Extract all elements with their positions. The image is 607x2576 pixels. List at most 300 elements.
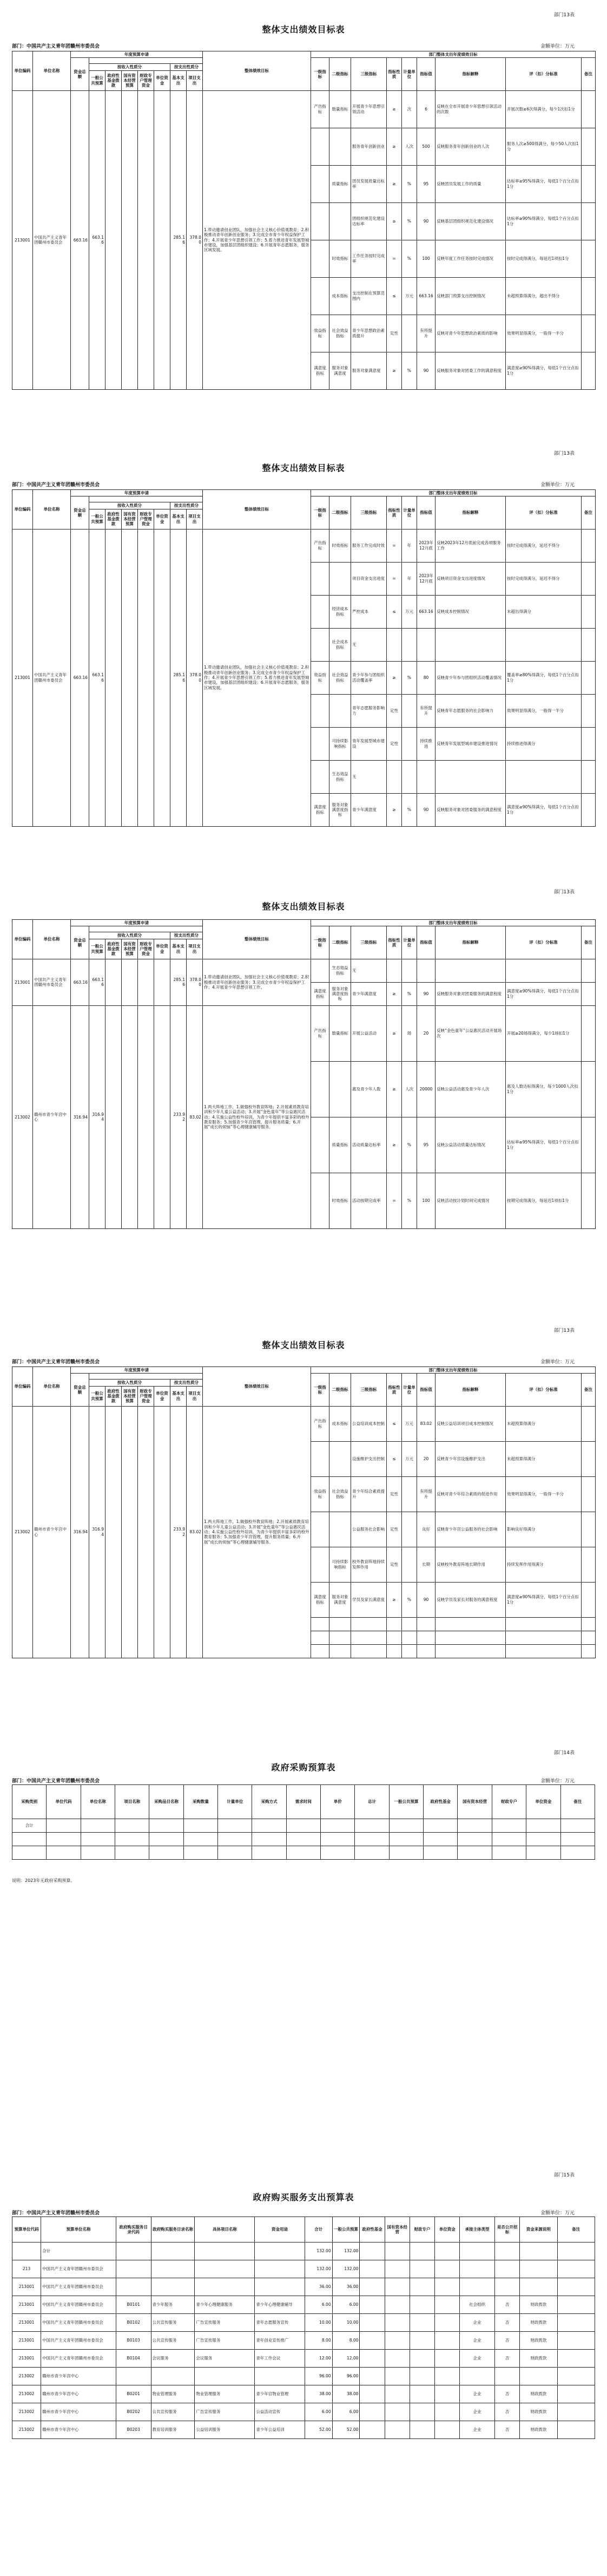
table-cell: 663.16 [89,529,105,826]
table-cell [138,1005,154,1228]
table-cell [138,959,154,1005]
procurement-header [12,1785,595,1819]
table-cell: 青年发展型城市建设 [351,727,387,760]
table-cell: 满意度指标 [311,982,329,1005]
page-title: 整体支出绩效目标表 [262,24,345,35]
table-cell [385,2403,410,2421]
table-cell [582,1061,596,1117]
table-cell: ≥ [387,352,402,389]
department-label: 部门：中国共产主义青年团赣州市委员会 [12,482,100,488]
table-cell: 反映青年发展型城市建设推进情况 [436,727,506,760]
table-cell: 否 [495,2403,520,2421]
table-cell: 反映校外教育阵地长期作用 [436,1547,506,1582]
table-cell [183,1819,217,1833]
header-cell: 单位名称 [33,1367,71,1407]
table-cell: 万元 [402,277,417,315]
table-cell [389,1819,423,1833]
table-cell: 服务青年创新创业 [351,128,387,165]
table-cell [582,727,596,760]
table-cell: 财政拨款 [520,2296,557,2314]
table-cell: 否 [495,2332,520,2350]
header-row [12,51,596,58]
table-cell: 校外教育阵地持续发挥作用 [351,1547,387,1582]
table-cell: 38.00 [305,2385,332,2403]
table-cell: 有所提升 [417,1476,436,1512]
table-cell [311,959,329,982]
unit-label: 金额单位：万元 [540,1359,575,1365]
table-cell: 285.16 [170,529,187,826]
table-cell: 95 [417,165,436,202]
table-cell: 万元 [402,595,417,628]
table-cell [417,959,436,982]
table-cell [410,2368,434,2385]
perf-header [12,51,596,91]
table-cell [582,661,596,694]
table-cell: 公益服务社会影响 [351,1512,387,1547]
table-cell [402,1476,417,1512]
table-row [12,2368,595,2385]
header-cell: 指标性质 [387,496,402,529]
table-cell [385,2260,410,2278]
table-cell [402,1644,417,1658]
table-cell: B0202 [116,2403,151,2421]
header-cell: 部门整体支出年度绩效目标 [311,51,596,58]
table-cell: 广告宣传服务 [195,2332,255,2350]
table-cell [81,1833,115,1846]
header-cell: 一般公共预算 [389,1785,423,1819]
page-title: 整体支出绩效目标表 [262,463,345,473]
table-cell: 213001 [12,2332,41,2350]
table-cell: % [402,1582,417,1617]
header-cell: 三级指标 [351,1374,387,1406]
table-cell [311,165,329,202]
table-cell: 反映公益活动质量达标情况 [436,1117,506,1173]
table-cell: 活动按期完成率 [351,1173,387,1228]
table-cell: 316.94 [89,1005,105,1228]
table-cell [360,2242,385,2260]
header-cell: 一级指标 [311,1374,329,1406]
table-cell [492,1846,526,1860]
table-cell: 8.00 [332,2332,360,2350]
table-cell: ≥ [387,165,402,202]
table-cell [116,2260,151,2278]
table-cell: 中国共产主义青年团赣州市委员会 [33,959,71,1005]
table-cell [520,2368,557,2385]
header-cell: 整体绩效目标 [203,51,311,91]
table-cell: 物业管理服务 [151,2385,195,2403]
table-cell [311,202,329,240]
table-cell: 100 [417,240,436,277]
table-cell [460,2260,495,2278]
table-cell: B0104 [116,2350,151,2368]
table-cell: 反映活动按计划时间完成情况 [436,1173,506,1228]
table-cell: 开展公益活动 [351,1005,387,1061]
table-cell: B0102 [116,2314,151,2332]
table-cell: 开展次数≥6次得满分，每少1次扣1分 [506,90,582,128]
table-cell [116,2242,151,2260]
table-cell: 青少年满意度 [351,982,387,1005]
table-cell: 中国共产主义青年团赣州市委员会 [41,2332,116,2350]
table-cell [122,529,138,826]
table-cell: B0201 [116,2385,151,2403]
table-cell: 年 [402,562,417,595]
table-cell [520,2278,557,2296]
table-cell [424,1819,458,1833]
table-cell: 财政拨款 [520,2421,557,2439]
table-cell [402,1512,417,1547]
table-cell [195,2368,255,2385]
table-cell: 公益活动宣传 [255,2403,305,2421]
table-cell [560,1833,595,1846]
table-row [12,2296,595,2314]
table-cell: 定性 [387,727,402,760]
table-cell: 按期完成得满分，每延迟1项扣1分 [506,1173,582,1228]
header-cell: 年度预算申请 [71,51,203,58]
table-cell [582,1476,596,1512]
header-cell: 三级指标 [351,58,387,90]
table-cell: 213002 [12,2403,41,2421]
table-cell: 无 [351,628,387,661]
table-cell [582,529,596,562]
table-cell: 否 [495,2350,520,2368]
header-cell: 预算单位代码 [12,2217,41,2242]
table-row [12,2278,595,2296]
header-cell: 合计 [305,2217,332,2242]
table-cell: 否 [495,2314,520,2332]
header-cell: 单位代码 [47,1785,81,1819]
table-cell [402,315,417,352]
table-cell: 反映“金色童年”公益惠民活动开展场次 [436,1005,506,1061]
table-cell: 96.00 [305,2368,332,2385]
table-cell [311,760,329,793]
table-cell: 反映部门预算支出控制情况 [436,277,506,315]
table-cell: B0103 [116,2332,151,2350]
table-cell: = [387,529,402,562]
table-cell: 公益培训成本控制 [351,1406,387,1441]
table-cell: 反映公益培训项目成本控制情况 [436,1406,506,1441]
table-cell [520,2260,557,2278]
header-cell: 财政专户管理资金 [138,509,154,529]
header-cell: 评（扣）分标准 [506,58,582,90]
table-cell: 满意度指标 [311,1582,329,1617]
table-cell [122,90,138,389]
table-cell: ≥ [387,1582,402,1617]
table-cell [582,1512,596,1547]
perf-page-4 [0,1316,607,1743]
table-cell: 20000 [417,1061,436,1117]
table-cell: 合计 [12,1819,47,1833]
header-cell: 采购类别 [12,1785,47,1819]
table-row [12,1406,596,1441]
table-cell [435,2278,460,2296]
header-cell: 单位资金 [154,939,170,959]
table-cell: 213001 [12,2314,41,2332]
table-cell: 设施维护支出控制 [351,1441,387,1476]
table-cell: 产出指标 [311,90,329,128]
header-cell: 资金总额 [71,496,89,529]
table-cell [582,277,596,315]
header-cell: 资金用途 [255,2217,305,2242]
table-cell: % [402,240,417,277]
table-cell [105,959,122,1005]
table-cell: 38.00 [332,2385,360,2403]
table-cell: 会议服务 [195,2350,255,2368]
table-cell [410,2421,434,2439]
table-cell: 52.00 [332,2421,360,2439]
table-cell [385,2278,410,2296]
table-cell: 会议服务 [151,2350,195,2368]
table-cell: 开展青少年思想引领活动 [351,90,387,128]
table-cell [526,1846,560,1860]
table-cell [402,760,417,793]
table-cell [183,1846,217,1860]
header-cell: 按收入性质分 [89,1379,170,1386]
table-cell: 285.16 [170,90,187,389]
table-cell: 质量指标 [329,1117,351,1173]
header-cell: 按支出性质分 [170,64,203,70]
table-cell [435,2260,460,2278]
table-cell [12,2242,41,2260]
table-cell: 物业管理服务 [195,2385,255,2403]
table-cell: 定性 [387,1476,402,1512]
table-cell [402,1547,417,1582]
table-cell: 社会效益指标 [329,661,351,694]
table-cell: 产出指标 [311,1406,329,1441]
header-cell: 单位名称 [33,490,71,529]
table-cell [321,1833,355,1846]
table-cell [557,2278,595,2296]
table-cell [329,1061,351,1117]
table-cell [12,1833,47,1846]
table-cell: 赣州市青少年宫中心 [41,2403,116,2421]
table-cell: 支出控制在预算范围内 [351,277,387,315]
table-cell: 财政拨款 [520,2385,557,2403]
table-cell [458,1819,492,1833]
table-cell: 1.带动邀请创业团队，加强社会主义核心价值观教育；2.积极推动青年创新创业服务；3.完成全市青少年权益保护工作；4.开展青少年思想引领工作；5.着力推进青年发展型城市建设，加强基层团组织建设；6.开展青年志愿服务，服务区域发展。 [203,90,311,389]
table-cell: 时效指标 [329,240,351,277]
table-cell: 6.00 [332,2296,360,2314]
table-cell: 否 [495,2421,520,2439]
table-cell [360,2314,385,2332]
table-cell: 年 [402,529,417,562]
table-cell [329,1617,351,1631]
table-cell [417,628,436,661]
table-cell [582,1617,596,1631]
table-cell: 青年志愿服务影响力 [351,694,387,727]
table-cell [410,2242,434,2260]
table-cell: 132.00 [305,2242,332,2260]
table-cell [410,2278,434,2296]
header-cell [89,1374,203,1379]
header-cell: 指标值 [417,1374,436,1406]
header-cell: 指标解释 [436,1374,506,1406]
table-cell: 6 [417,90,436,128]
table-cell [351,1644,387,1658]
table-cell: 1.两大阵地工作，1.做强校外教育阵地；2.开展素质教育培训和少年儿童公益活动；3.开展“金色童年”等公益惠民活动；4.实施公益性校外培训，为青少年提供丰富多彩的校外教育服务；5.加强青少年宫管理，提升服务质量；6.开展“成长的烦恼”等心理健康辅导服务。 [203,1406,311,1658]
header-cell: 评（扣）分标准 [506,496,582,529]
table-cell: 100 [417,1173,436,1228]
table-cell: 按时完成得满分，延迟不得分 [506,562,582,595]
table-cell: 教育培训服务 [151,2421,195,2439]
table-cell [582,694,596,727]
table-cell [424,1833,458,1846]
table-cell: 公益培训服务 [195,2421,255,2439]
header-cell: 单位编码 [12,920,33,959]
table-cell: 83.02 [417,1406,436,1441]
perf-page-2 [0,439,607,872]
table-cell [410,2314,434,2332]
table-cell: 青少年心理健康服务 [195,2296,255,2314]
table-cell: = [387,1173,402,1228]
header-cell: 按收入性质分 [89,64,170,70]
table-cell: 反映学员及家长对服务的满意程度 [436,1582,506,1617]
table-cell: 青年工作会议 [255,2350,305,2368]
header-cell: 政府性基金拨款 [105,509,122,529]
table-cell [402,1617,417,1631]
header-cell: 项目名称 [115,1785,149,1819]
table-cell: 6.00 [305,2296,332,2314]
table-cell [435,2385,460,2403]
table-cell: 人次 [402,128,417,165]
table-cell [410,2260,434,2278]
header-cell: 部门整体支出年度绩效目标 [311,1367,596,1374]
table-cell [495,2260,520,2278]
table-row [12,90,596,128]
table-cell: % [402,982,417,1005]
table-cell: 反映年度工作任务按时完成情况 [436,240,506,277]
header-cell: 基本支出 [170,70,187,90]
header-cell: 资金总额 [71,1374,89,1406]
table-cell [387,628,402,661]
table-cell: 青少年公益培训 [255,2421,305,2439]
table-cell: 严控成本 [351,595,387,628]
table-cell: 663.16 [89,959,105,1005]
table-cell: 80 [417,661,436,694]
table-cell [154,90,170,389]
perf-table-3 [12,919,596,1229]
table-cell: ≤ [387,595,402,628]
header-cell: 三级指标 [351,926,387,959]
table-row [12,2403,595,2421]
table-cell [47,1819,81,1833]
page-title: 整体支出绩效目标表 [262,901,345,912]
table-cell [115,1833,149,1846]
table-cell: 213002 [12,2385,41,2403]
table-cell: 企业 [460,2421,495,2439]
table-cell: 生态效益指标 [329,760,351,793]
table-cell: 反映服务对象对团委服务的满意程度 [436,793,506,826]
table-cell [582,1547,596,1582]
table-cell [252,1819,286,1833]
table-cell [360,2403,385,2421]
table-cell [410,2296,434,2314]
header-cell: 基本支出 [170,509,187,529]
header-cell: 国有资本经营 [385,2217,410,2242]
table-cell [122,959,138,1005]
header-cell: 单位资金 [154,70,170,90]
table-cell [255,2368,305,2385]
table-cell: 人次 [402,1061,417,1117]
table-cell [582,793,596,826]
table-cell: 316.94 [89,1406,105,1658]
header-cell: 政府购买服务目录名称 [151,2217,195,2242]
table-cell: 213001 [12,2278,41,2296]
table-cell [122,1005,138,1228]
header-cell: 是否公开招标 [495,2217,520,2242]
header-cell: 备注 [582,1374,596,1406]
table-cell [436,959,506,982]
table-cell: 663.16 [71,529,89,826]
header-cell: 指标值 [417,926,436,959]
header-row [12,490,596,496]
table-cell [557,2296,595,2314]
header-cell: 政府性基金 [360,2217,385,2242]
table-cell [460,2242,495,2260]
table-cell: 合计 [41,2242,116,2260]
header-cell: 年度预算申请 [71,1367,203,1374]
header-cell: 指标值 [417,496,436,529]
header-row [12,920,596,926]
table-cell [385,2332,410,2350]
table-cell: 反映青少年宫设施维护支出 [436,1441,506,1476]
table-cell: 赣州市青少年宫中心 [33,1406,71,1658]
table-cell [154,959,170,1005]
table-cell: 反映项目资金支出进度情况 [436,562,506,595]
table-cell: % [402,661,417,694]
table-cell: B0101 [116,2296,151,2314]
table-cell [582,562,596,595]
table-cell: 否 [495,2296,520,2314]
table-cell [458,1846,492,1860]
table-cell: 次 [402,90,417,128]
table-cell: 未超出得满分 [506,595,582,628]
table-cell: 公共宣传服务 [151,2314,195,2332]
table-cell: 10.00 [305,2314,332,2332]
table-cell [435,2368,460,2385]
table-cell [360,2260,385,2278]
header-cell: 政府性基金拨款 [105,70,122,90]
table-cell: 36.00 [332,2278,360,2296]
table-cell [154,529,170,826]
table-cell [311,595,329,628]
table-cell [329,128,351,165]
table-cell: 无 [351,760,387,793]
table-cell: 可持续影响指标 [329,1547,351,1582]
table-cell [560,1846,595,1860]
table-cell: = [387,240,402,277]
table-cell: 反映青少年宫公益服务的社会影响 [436,1512,506,1547]
header-cell: 具体项目名称 [195,2217,255,2242]
table-cell: 未超预算得满分 [506,1406,582,1441]
table-cell: 反映青少年参与团组织活动覆盖情况 [436,661,506,694]
header-cell: 二级指标 [329,58,351,90]
table-cell: 满意度≥90%得满分，每低1个百分点扣1分 [506,1582,582,1617]
table-cell: 满意度指标 [311,352,329,389]
table-cell [385,2314,410,2332]
table-cell [410,2350,434,2368]
table-cell: 团组织规范化建设达标率 [351,202,387,240]
table-cell [582,315,596,352]
table-cell [385,2368,410,2385]
table-cell: 有所提升 [417,315,436,352]
table-cell [424,1846,458,1860]
table-cell: 中国共产主义青年团赣州市委员会 [41,2278,116,2296]
table-cell [582,202,596,240]
table-cell [329,1631,351,1644]
header-cell: 计量单位 [402,58,417,90]
table-cell: 反映基层团组织规范化建设情况 [436,202,506,240]
form-number: 部门13表 [553,890,575,895]
